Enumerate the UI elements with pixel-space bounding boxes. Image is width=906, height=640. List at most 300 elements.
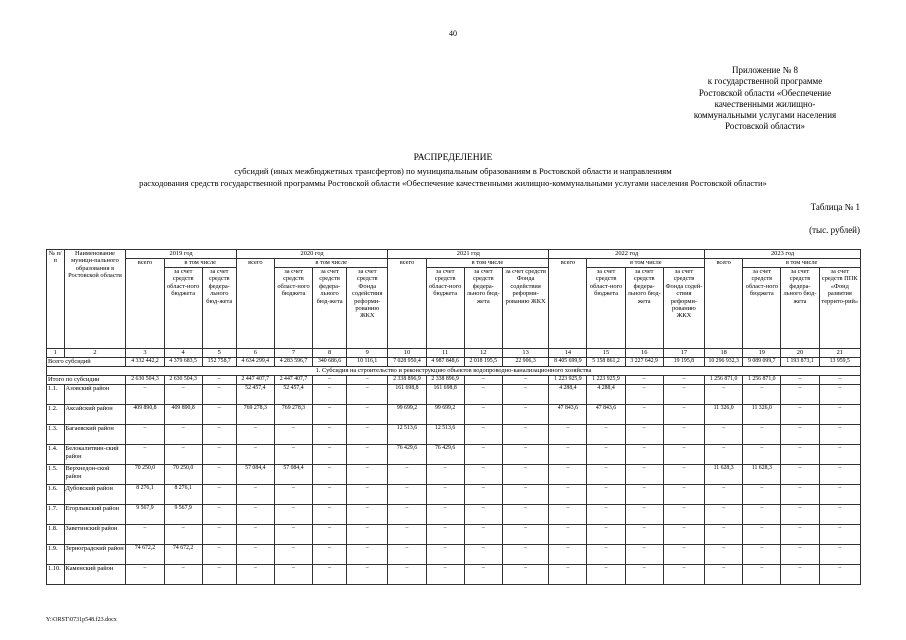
value-cell: – xyxy=(587,425,625,445)
document-subtitle xyxy=(0,166,906,189)
value-cell: 12 513,6 xyxy=(388,425,426,445)
value-cell: 161 698,8 xyxy=(426,385,464,405)
value-cell: – xyxy=(587,445,625,465)
file-path-footer: Y:\ORST\0731p548.f23.docx xyxy=(46,617,117,623)
value-cell: 3 227 642,9 xyxy=(625,358,663,367)
value-cell: – xyxy=(236,505,274,525)
value-cell: 4 987 848,6 xyxy=(426,358,464,367)
value-cell: – xyxy=(819,376,860,385)
table-row xyxy=(47,385,861,405)
column-number-cell: 10 xyxy=(388,349,426,358)
value-cell: – xyxy=(236,525,274,545)
table-row xyxy=(47,465,861,485)
value-cell: – xyxy=(274,545,312,565)
value-cell: 22 906,3 xyxy=(502,358,548,367)
value-cell: 2 447 407,7 xyxy=(274,376,312,385)
column-number-cell: 9 xyxy=(347,349,388,358)
header-ppk: за счет средств ППК «Фонд развития террито-рий» xyxy=(819,268,860,349)
value-cell: – xyxy=(819,465,860,485)
value-cell: – xyxy=(164,445,202,465)
value-cell: 47 843,6 xyxy=(587,405,625,425)
header-fed: за счет средств федера-льного бюд-жета xyxy=(202,268,236,349)
value-cell: – xyxy=(347,485,388,505)
table-row xyxy=(47,445,861,465)
subtotal-row-label: Итого по субсидии xyxy=(47,376,126,385)
column-number-cell: 5 xyxy=(202,349,236,358)
value-cell: – xyxy=(502,405,548,425)
value-cell: – xyxy=(426,505,464,525)
value-cell: 1 193 873,1 xyxy=(781,358,819,367)
subtotal-row xyxy=(47,376,861,385)
value-cell: – xyxy=(743,445,781,465)
value-cell: – xyxy=(426,565,464,585)
value-cell: – xyxy=(625,385,663,405)
municipality-name: Егорлыкский район xyxy=(64,505,126,525)
value-cell: 99 699,2 xyxy=(388,405,426,425)
value-cell: – xyxy=(202,565,236,585)
column-number-cell: 7 xyxy=(274,349,312,358)
header-obl: за счет средств област-ного бюджета xyxy=(426,268,464,349)
table-row xyxy=(47,545,861,565)
value-cell: – xyxy=(743,425,781,445)
total-row-label: Всего субсидий xyxy=(47,358,126,367)
value-cell: 161 698,8 xyxy=(388,385,426,405)
value-cell: – xyxy=(502,485,548,505)
value-cell: 409 890,8 xyxy=(164,405,202,425)
header-total: всего xyxy=(705,259,743,349)
value-cell: 4 379 683,5 xyxy=(164,358,202,367)
value-cell: – xyxy=(313,545,347,565)
value-cell: – xyxy=(587,485,625,505)
header-year-2022: 2022 год xyxy=(549,250,705,259)
column-number-cell: 19 xyxy=(743,349,781,358)
value-cell: – xyxy=(587,565,625,585)
value-cell: 769 278,3 xyxy=(236,405,274,425)
value-cell: 11 628,3 xyxy=(705,465,743,485)
value-cell: – xyxy=(502,525,548,545)
value-cell: – xyxy=(202,525,236,545)
value-cell: 57 084,4 xyxy=(274,465,312,485)
column-number-cell: 16 xyxy=(625,349,663,358)
value-cell: – xyxy=(164,385,202,405)
value-cell: 7 028 950,4 xyxy=(388,358,426,367)
value-cell: – xyxy=(705,565,743,585)
column-number-cell: 6 xyxy=(236,349,274,358)
value-cell: 4 332 442,2 xyxy=(126,358,164,367)
subsidy-table xyxy=(46,249,861,585)
row-number: 1.2. xyxy=(47,405,65,425)
value-cell: – xyxy=(236,485,274,505)
value-cell: 74 672,2 xyxy=(126,545,164,565)
row-number: 1.7. xyxy=(47,505,65,525)
value-cell: – xyxy=(313,565,347,585)
header-total: всего xyxy=(388,259,426,349)
value-cell: – xyxy=(705,505,743,525)
header-fed: за счет средств федера-льного бюд-жета xyxy=(625,268,663,349)
value-cell: – xyxy=(464,405,502,425)
value-cell: – xyxy=(313,425,347,445)
value-cell: 8 276,1 xyxy=(164,485,202,505)
value-cell: – xyxy=(743,525,781,545)
header-incl: в том числе xyxy=(164,259,236,268)
value-cell: – xyxy=(347,545,388,565)
value-cell: – xyxy=(236,565,274,585)
value-cell: – xyxy=(705,425,743,445)
header-incl: в том числе xyxy=(274,259,387,268)
value-cell: – xyxy=(347,385,388,405)
value-cell: – xyxy=(202,376,236,385)
value-cell: – xyxy=(819,385,860,405)
value-cell: – xyxy=(347,376,388,385)
value-cell: – xyxy=(388,485,426,505)
value-cell: – xyxy=(347,565,388,585)
value-cell: – xyxy=(663,425,704,445)
header-year-2023: 2023 год xyxy=(705,250,861,259)
value-cell: – xyxy=(236,425,274,445)
value-cell: – xyxy=(781,376,819,385)
value-cell: – xyxy=(663,545,704,565)
value-cell: 2 630 504,3 xyxy=(164,376,202,385)
value-cell: – xyxy=(464,385,502,405)
value-cell: – xyxy=(625,485,663,505)
value-cell: 2 338 896,9 xyxy=(426,376,464,385)
value-cell: – xyxy=(819,505,860,525)
value-cell: – xyxy=(347,405,388,425)
appendix-line: коммунальными услугами населения xyxy=(693,110,837,121)
value-cell: 9 089 099,7 xyxy=(743,358,781,367)
value-cell: – xyxy=(663,445,704,465)
value-cell: – xyxy=(743,565,781,585)
value-cell: – xyxy=(464,505,502,525)
table-row xyxy=(47,565,861,585)
value-cell: – xyxy=(464,465,502,485)
value-cell: 10 296 932,3 xyxy=(705,358,743,367)
header-no: № п/п xyxy=(47,250,65,349)
value-cell: – xyxy=(274,425,312,445)
value-cell: 52 457,4 xyxy=(274,385,312,405)
value-cell: – xyxy=(705,485,743,505)
row-number: 1.6. xyxy=(47,485,65,505)
section-title: 1. Субсидия на строительство и реконструкцию объектов водопроводно-канализационного хозяйства xyxy=(47,367,861,376)
table-row xyxy=(47,505,861,525)
value-cell: – xyxy=(313,385,347,405)
value-cell: – xyxy=(819,525,860,545)
value-cell: – xyxy=(426,545,464,565)
value-cell: – xyxy=(202,445,236,465)
column-number-cell: 3 xyxy=(126,349,164,358)
value-cell: – xyxy=(549,445,587,465)
municipality-name: Дубовский район xyxy=(64,485,126,505)
value-cell: – xyxy=(663,485,704,505)
value-cell: – xyxy=(549,425,587,445)
header-obl: за счет средств област-ного бюджета xyxy=(164,268,202,349)
header-incl: в том числе xyxy=(587,259,705,268)
value-cell: 74 672,2 xyxy=(164,545,202,565)
value-cell: – xyxy=(625,525,663,545)
value-cell: – xyxy=(274,485,312,505)
subtitle-line: расходования средств государственной программы Ростовской области «Обеспечение качественными жилищно-коммунальными услугами населения Ростовской области» xyxy=(139,177,767,188)
header-obl: за счет средств област-ного бюджета xyxy=(587,268,625,349)
value-cell: 11 326,0 xyxy=(705,405,743,425)
value-cell: – xyxy=(781,445,819,465)
value-cell: 152 758,7 xyxy=(202,358,236,367)
value-cell: – xyxy=(781,565,819,585)
value-cell: – xyxy=(388,545,426,565)
header-year-2019: 2019 год xyxy=(126,250,236,259)
value-cell: – xyxy=(426,485,464,505)
value-cell: – xyxy=(705,445,743,465)
value-cell: – xyxy=(236,445,274,465)
row-number: 1.1. xyxy=(47,385,65,405)
value-cell: – xyxy=(587,505,625,525)
value-cell: – xyxy=(388,505,426,525)
value-cell: – xyxy=(274,525,312,545)
value-cell: 4 283 596,7 xyxy=(274,358,312,367)
municipality-name: Аксайский район xyxy=(64,405,126,425)
value-cell: – xyxy=(464,485,502,505)
value-cell: 1 223 925,9 xyxy=(549,376,587,385)
header-fund: за счет средств Фонда содействия реформи-рованию ЖКХ xyxy=(502,268,548,349)
row-number: 1.3. xyxy=(47,425,65,445)
value-cell: – xyxy=(587,525,625,545)
column-number-cell: 11 xyxy=(426,349,464,358)
value-cell: – xyxy=(549,505,587,525)
value-cell: – xyxy=(126,445,164,465)
header-fund: за счет средств Фонда содей-ствия реформи-рованию ЖКХ xyxy=(663,268,704,349)
row-number: 1.10. xyxy=(47,565,65,585)
value-cell: – xyxy=(625,565,663,585)
appendix-line: Приложение № 8 xyxy=(732,65,798,75)
total-row xyxy=(47,358,861,367)
value-cell: – xyxy=(743,505,781,525)
value-cell: 70 250,0 xyxy=(164,465,202,485)
value-cell: – xyxy=(347,425,388,445)
value-cell: – xyxy=(663,376,704,385)
value-cell: – xyxy=(625,465,663,485)
header-total: всего xyxy=(236,259,274,349)
value-cell: – xyxy=(781,385,819,405)
value-cell: – xyxy=(202,465,236,485)
value-cell: – xyxy=(663,385,704,405)
value-cell: – xyxy=(781,505,819,525)
column-number-cell: 1 xyxy=(47,349,65,358)
value-cell: – xyxy=(743,385,781,405)
value-cell: – xyxy=(464,445,502,465)
header-total: всего xyxy=(549,259,587,349)
value-cell: – xyxy=(705,525,743,545)
appendix-line: Ростовской области» xyxy=(724,121,806,132)
municipality-name: Багаевский район xyxy=(64,425,126,445)
page-number: 40 xyxy=(449,29,457,38)
column-number-cell: 14 xyxy=(549,349,587,358)
value-cell: – xyxy=(625,445,663,465)
value-cell: – xyxy=(502,425,548,445)
value-cell: 9 567,9 xyxy=(126,505,164,525)
value-cell: – xyxy=(202,385,236,405)
row-number: 1.8. xyxy=(47,525,65,545)
value-cell: – xyxy=(502,465,548,485)
value-cell: 70 250,0 xyxy=(126,465,164,485)
value-cell: – xyxy=(464,545,502,565)
value-cell: 76 429,6 xyxy=(426,445,464,465)
value-cell: – xyxy=(549,465,587,485)
value-cell: – xyxy=(126,385,164,405)
value-cell: 99 699,2 xyxy=(426,405,464,425)
value-cell: – xyxy=(625,425,663,445)
value-cell: – xyxy=(663,525,704,545)
value-cell: – xyxy=(347,465,388,485)
row-number: 1.4. xyxy=(47,445,65,465)
value-cell: – xyxy=(274,565,312,585)
value-cell: – xyxy=(743,545,781,565)
column-number-cell: 4 xyxy=(164,349,202,358)
table-row xyxy=(47,425,861,445)
table-row xyxy=(47,485,861,505)
document-title: РАСПРЕДЕЛЕНИЕ xyxy=(413,153,493,163)
value-cell: – xyxy=(347,525,388,545)
value-cell: 2 447 407,7 xyxy=(236,376,274,385)
value-cell: 769 278,3 xyxy=(274,405,312,425)
value-cell: – xyxy=(549,545,587,565)
column-number-cell: 15 xyxy=(587,349,625,358)
header-total: всего xyxy=(126,259,164,349)
value-cell: – xyxy=(819,425,860,445)
row-number: 1.5. xyxy=(47,465,65,485)
value-cell: – xyxy=(464,525,502,545)
value-cell: – xyxy=(781,485,819,505)
value-cell: – xyxy=(819,565,860,585)
value-cell: – xyxy=(464,565,502,585)
value-cell: – xyxy=(388,525,426,545)
value-cell: – xyxy=(502,385,548,405)
value-cell: – xyxy=(549,485,587,505)
value-cell: – xyxy=(819,445,860,465)
value-cell: 2 338 896,9 xyxy=(388,376,426,385)
header-year-2020: 2020 год xyxy=(236,250,388,259)
header-municipality: Наименование муници-пального образования в Ростовской области xyxy=(64,250,126,349)
column-number-row xyxy=(47,349,861,358)
value-cell: – xyxy=(549,565,587,585)
header-fed: за счет средств федера-льного бюд-жета xyxy=(313,268,347,349)
value-cell: – xyxy=(464,425,502,445)
value-cell: – xyxy=(502,376,548,385)
value-cell: – xyxy=(202,485,236,505)
value-cell: – xyxy=(347,445,388,465)
header-fund: за счет средств Фонда содействия реформи-рованию ЖКХ xyxy=(347,268,388,349)
value-cell: 57 084,4 xyxy=(236,465,274,485)
value-cell: – xyxy=(781,465,819,485)
column-number-cell: 2 xyxy=(64,349,126,358)
value-cell: – xyxy=(781,425,819,445)
value-cell: – xyxy=(236,545,274,565)
value-cell: – xyxy=(426,465,464,485)
value-cell: – xyxy=(274,445,312,465)
value-cell: – xyxy=(274,505,312,525)
value-cell: 8 405 699,9 xyxy=(549,358,587,367)
value-cell: 9 567,9 xyxy=(164,505,202,525)
value-cell: 1 256 871,0 xyxy=(705,376,743,385)
subtitle-line: субсидий (иных межбюджетных трансфертов) по муниципальным образованиям в Ростовской области и направлениям xyxy=(234,166,672,176)
column-number-cell: 18 xyxy=(705,349,743,358)
header-fed: за счет средств федера-льного бюд-жета xyxy=(464,268,502,349)
value-cell: 52 457,4 xyxy=(236,385,274,405)
appendix-line: к государственной программе xyxy=(707,76,823,87)
value-cell: – xyxy=(202,505,236,525)
value-cell: – xyxy=(663,405,704,425)
units-label: (тыс. рублей) xyxy=(809,225,860,235)
value-cell: – xyxy=(388,465,426,485)
value-cell: – xyxy=(164,525,202,545)
value-cell: – xyxy=(313,465,347,485)
value-cell: – xyxy=(313,525,347,545)
value-cell: – xyxy=(202,425,236,445)
municipality-name: Заветинский район xyxy=(64,525,126,545)
column-number-cell: 13 xyxy=(502,349,548,358)
value-cell: – xyxy=(502,505,548,525)
value-cell: 409 890,8 xyxy=(126,405,164,425)
header-obl: за счет средств област-ного бюджета xyxy=(274,268,312,349)
value-cell: 10 116,1 xyxy=(347,358,388,367)
value-cell: – xyxy=(426,525,464,545)
value-cell: – xyxy=(625,376,663,385)
value-cell: 5 158 861,2 xyxy=(587,358,625,367)
header-incl: в том числе xyxy=(426,259,549,268)
municipality-name: Верхнедон-ской район xyxy=(64,465,126,485)
appendix-block xyxy=(650,65,880,133)
value-cell: – xyxy=(126,525,164,545)
table-row xyxy=(47,525,861,545)
value-cell: – xyxy=(502,565,548,585)
column-number-cell: 12 xyxy=(464,349,502,358)
value-cell: – xyxy=(126,425,164,445)
value-cell: – xyxy=(464,376,502,385)
municipality-name: Зерноградский район xyxy=(64,545,126,565)
value-cell: 76 429,6 xyxy=(388,445,426,465)
value-cell: – xyxy=(625,505,663,525)
value-cell: – xyxy=(587,465,625,485)
column-number-cell: 21 xyxy=(819,349,860,358)
header-obl: за счет средств област-ного бюджета xyxy=(743,268,781,349)
value-cell: 11 628,3 xyxy=(743,465,781,485)
value-cell: – xyxy=(502,545,548,565)
value-cell: – xyxy=(164,425,202,445)
value-cell: 340 686,6 xyxy=(313,358,347,367)
value-cell: 47 843,6 xyxy=(549,405,587,425)
value-cell: – xyxy=(819,545,860,565)
appendix-line: Ростовской области «Обеспечение xyxy=(698,87,832,98)
value-cell: – xyxy=(781,545,819,565)
value-cell: – xyxy=(663,565,704,585)
value-cell: – xyxy=(781,525,819,545)
value-cell: – xyxy=(313,445,347,465)
column-number-cell: 8 xyxy=(313,349,347,358)
value-cell: – xyxy=(502,445,548,465)
value-cell: – xyxy=(705,385,743,405)
municipality-name: Азовский район xyxy=(64,385,126,405)
value-cell: 4 288,4 xyxy=(549,385,587,405)
value-cell: – xyxy=(388,565,426,585)
value-cell: – xyxy=(663,505,704,525)
value-cell: – xyxy=(663,465,704,485)
value-cell: 2 018 195,5 xyxy=(464,358,502,367)
value-cell: – xyxy=(549,525,587,545)
section-title-row xyxy=(47,367,861,376)
value-cell: – xyxy=(202,545,236,565)
value-cell: – xyxy=(587,545,625,565)
municipality-name: Белокалитвин-ский район xyxy=(64,445,126,465)
value-cell: 1 256 871,0 xyxy=(743,376,781,385)
column-number-cell: 20 xyxy=(781,349,819,358)
